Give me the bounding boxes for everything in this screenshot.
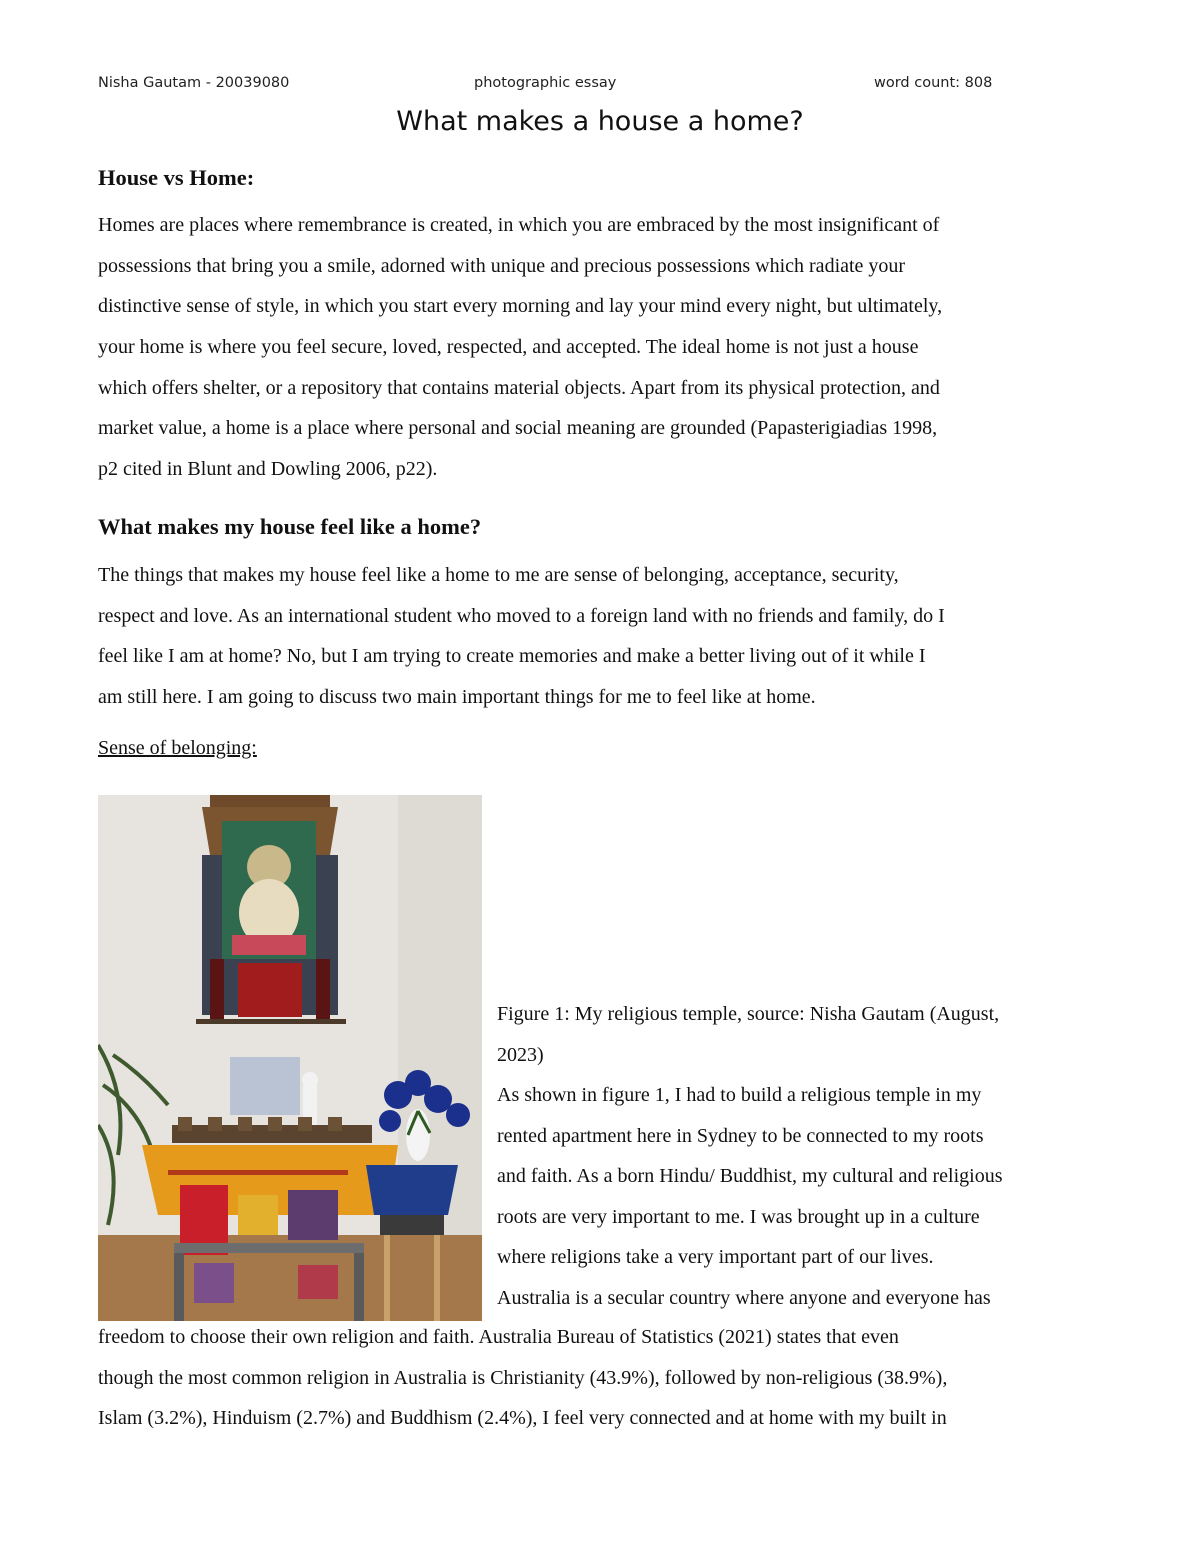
text-line: and faith. As a born Hindu/ Buddhist, my cultural and religious (497, 1165, 1003, 1187)
figure-1-caption (497, 994, 1100, 1318)
text-line: possessions that bring you a smile, adorned with unique and precious possessions which radiate your (98, 254, 906, 277)
word-count: word count: 808 (874, 75, 993, 91)
subheading-sense-of-belonging: Sense of belonging: (98, 737, 257, 759)
text-line: distinctive sense of style, in which you start every morning and lay your mind every night, but ultimately, (98, 295, 943, 318)
text-line: market value, a home is a place where personal and social meaning are grounded (Papasterigiadias 1998, (98, 417, 938, 440)
section-heading-what-makes-home: What makes my house feel like a home? (98, 514, 482, 539)
text-line: freedom to choose their own religion and faith. Australia Bureau of Statistics (2021) states that even (98, 1326, 899, 1348)
text-line: respect and love. As an international student who moved to a foreign land with no friends and family, do I (98, 604, 945, 627)
text-line: feel like I am at home? No, but I am trying to create memories and make a better living out of it while I (98, 645, 926, 668)
text-line: where religions take a very important part of our lives. (497, 1246, 934, 1268)
text-line: am still here. I am going to discuss two main important things for me to feel like at home. (98, 686, 816, 709)
document-type: photographic essay (474, 75, 617, 91)
paragraph-continuation (98, 1317, 1100, 1439)
text-line: p2 cited in Blunt and Dowling 2006, p22). (98, 458, 438, 481)
page-header (98, 75, 1100, 97)
text-line: though the most common religion in Australia is Christianity (43.9%), followed by non-religious (38.9%), (98, 1366, 948, 1389)
author-id: Nisha Gautam - 20039080 (98, 75, 290, 91)
text-line: your home is where you feel secure, loved, respected, and accepted. The ideal home is not just a house (98, 336, 919, 359)
text-line: rented apartment here in Sydney to be connected to my roots (497, 1124, 984, 1147)
section-heading-house-vs-home: House vs Home: (98, 165, 255, 190)
text-line: Australia is a secular country where anyone and everyone has (497, 1286, 991, 1309)
paragraph-what-makes-home (98, 555, 1100, 718)
text-line: 2023) (497, 1043, 544, 1066)
text-line: Figure 1: My religious temple, source: Nisha Gautam (August, (497, 1003, 1000, 1025)
text-line: Islam (3.2%), Hinduism (2.7%) and Buddhism (2.4%), I feel very connected and at home with my built in (98, 1407, 947, 1430)
text-line: As shown in figure 1, I had to build a religious temple in my (497, 1084, 982, 1106)
paragraph-house-vs-home (98, 205, 1100, 490)
page-title: What makes a house a home? (396, 106, 804, 137)
text-line: roots are very important to me. I was brought up in a culture (497, 1205, 980, 1228)
text-line: which offers shelter, or a repository that contains material objects. Apart from its physical protection, and (98, 376, 940, 399)
text-line: The things that makes my house feel like a home to me are sense of belonging, acceptance, security, (98, 564, 899, 586)
figure-1-temple-photo (98, 795, 482, 1321)
text-line: Homes are places where remembrance is created, in which you are embraced by the most insignificant of (98, 214, 940, 236)
